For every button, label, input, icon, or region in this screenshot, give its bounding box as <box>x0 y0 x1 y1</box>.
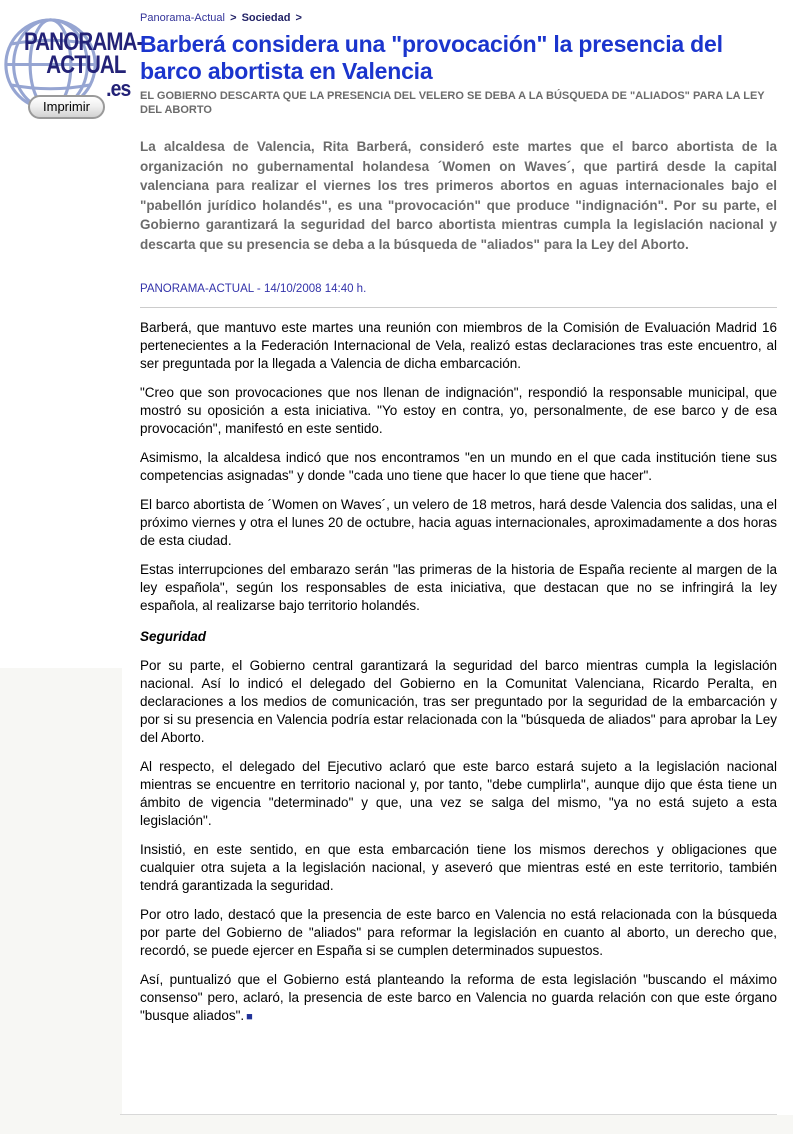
article-end-mark: ■ <box>246 1011 253 1023</box>
body-paragraph: Por otro lado, destacó que la presencia de este barco en Valencia no está relacionada con la búsqueda por parte del Gobierno de "aliados" para reformar la legislación en cuanto al aborto, un derecho que, recordó, se puede ejercer en España si se cumplen determinados supuestos. <box>140 907 777 958</box>
article-headline: Barberá considera una "provocación" la presencia del barco abortista en Valencia <box>140 31 723 84</box>
byline-divider <box>140 307 777 308</box>
body-paragraph: Por su parte, el Gobierno central garantizará la seguridad del barco mientras cumpla la legislación nacional. Así lo indicó el delegado del Gobierno en la Comunitat Valenciana, Ricardo Peralta, en declaraciones a los medios de comunicación, tras ser preguntado por la seguridad de la embarcación y por si su presencia en Valencia podría estar relacionada con la "búsqueda de aliados" para aprobar la Ley del Aborto. <box>140 658 777 745</box>
content-bottom-divider <box>120 1114 777 1115</box>
left-background-strip <box>0 668 122 1134</box>
logo-line2: ACTUAL <box>46 51 126 79</box>
breadcrumb-separator: > <box>230 12 237 24</box>
logo-line1: PANORAMA- <box>23 28 143 56</box>
body-paragraph: Barberá, que mantuvo este martes una reunión con miembros de la Comisión de Evaluación Madrid 16 pertenecientes a la Federación Internacional de Vela, realizó estas declaraciones tras este encuentro, al ser preguntada por la llegada a Valencia de dicha embarcación. <box>140 320 777 371</box>
body-paragraph: Insistió, en este sentido, en que esta embarcación tiene los mismos derechos y obligaciones que cualquier otra sujeta a la legislación nacional, y aseveró que mientras esté en este territorio, también tendrá garantizada la seguridad. <box>140 842 777 893</box>
article-lead: La alcaldesa de Valencia, Rita Barberá, consideró este martes que el barco abortista de la organización no gubernamental holandesa ´Women on Waves´, que partirá desde la capital valenciana para realizar el viernes los tres primeros abortos en aguas internacionales bajo el "pabellón jurídico holandés", es una "provocación" que produce "indignación". Por su parte, el Gobierno garantizará la seguridad del barco abortista mientras cumpla la legislación nacional y descarta que su presencia se deba a la búsqueda de "aliados" para la Ley del Aborto. <box>140 139 777 252</box>
article-byline: PANORAMA-ACTUAL - 14/10/2008 14:40 h. <box>140 283 367 295</box>
article-column <box>140 0 777 1037</box>
breadcrumb <box>140 12 777 24</box>
article-body <box>140 319 777 1026</box>
article-subheadline: EL GOBIERNO DESCARTA QUE LA PRESENCIA DEL VELERO SE DEBA A LA BÚSQUEDA DE "ALIADOS" PARA LA LEY DEL ABORTO <box>140 90 765 116</box>
print-button[interactable]: Imprimir <box>28 95 105 119</box>
body-paragraph: Asimismo, la alcaldesa indicó que nos encontramos "en un mundo en el que cada institución tiene sus competencias asignadas" y donde "cada uno tiene que hacer lo que tiene que hacer". <box>140 450 777 483</box>
breadcrumb-root-link[interactable]: Panorama-Actual <box>140 12 225 24</box>
body-paragraph: Estas interrupciones del embarazo serán "las primeras de la historia de España reciente al margen de la ley española", según los responsables de esta iniciativa, que destacan que no se infringirá la ley española, al realizarse bajo territorio holandés. <box>140 562 777 613</box>
body-paragraph: Así, puntualizó que el Gobierno está planteando la reforma de esta legislación "buscando el máximo consenso" pero, aclaró, la presencia de este barco en Valencia no guarda relación con que este órgano "busque aliados". ■ <box>140 972 777 1023</box>
breadcrumb-separator: > <box>295 12 302 24</box>
body-paragraph: El barco abortista de ´Women on Waves´, un velero de 18 metros, hará desde Valencia dos salidas, una el próximo viernes y otra el lunes 20 de octubre, hacia aguas internacionales, aproximadamente a dos horas de esta ciudad. <box>140 497 777 548</box>
bottom-background-strip <box>0 1115 793 1134</box>
body-paragraph: "Creo que son provocaciones que nos llenan de indignación", respondió la responsable municipal, que mostró su oposición a esta iniciativa. "Yo estoy en contra, yo, personalmente, de ese barco y de esa provocación", manifestó en este sentido. <box>140 385 777 436</box>
logo-text <box>0 28 143 101</box>
logo-line3: .es <box>106 76 131 101</box>
section-heading: Seguridad <box>140 629 207 644</box>
body-paragraph: Al respecto, el delegado del Ejecutivo aclaró que este barco estará sujeto a la legislación nacional mientras se encuentre en territorio nacional y, por tanto, "debe cumplirla", aunque dijo que ésta tiene un ámbito de vigencia "determinado" y que, una vez se salga del mismo, "ya no está sujeto a esta legislación". <box>140 759 777 828</box>
breadcrumb-section-link[interactable]: Sociedad <box>241 12 291 24</box>
